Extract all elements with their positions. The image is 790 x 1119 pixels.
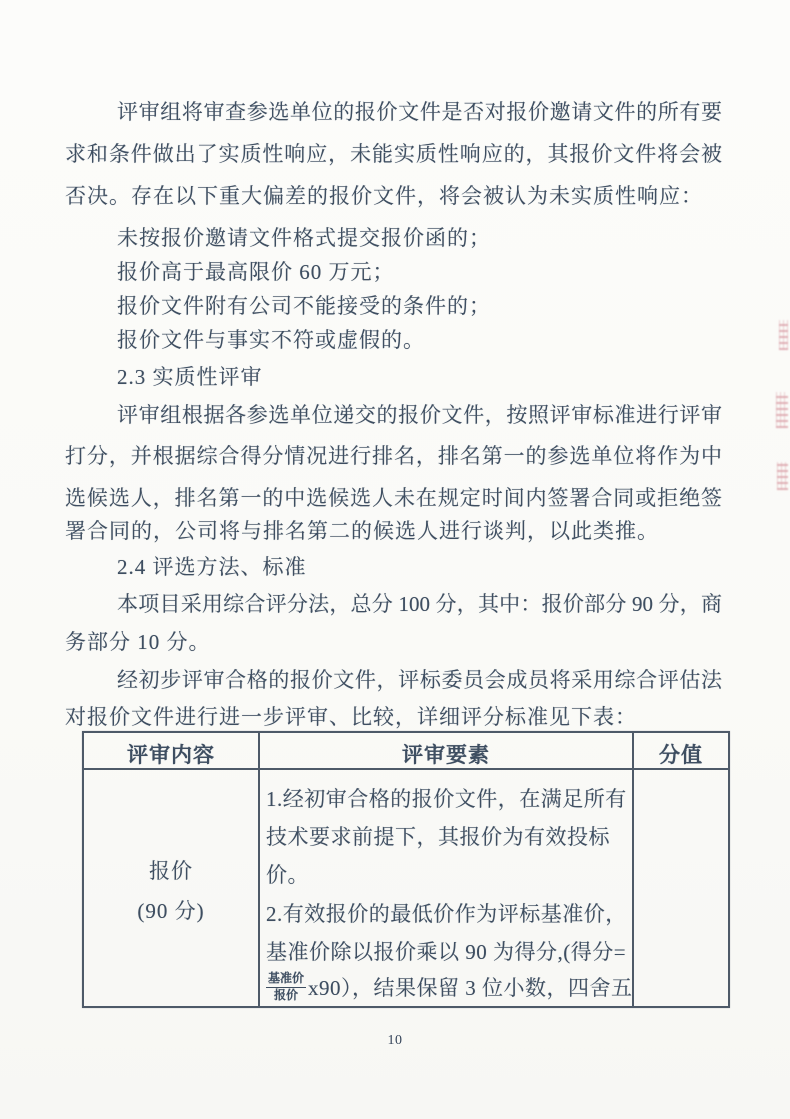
- formula-denominator: 报价: [274, 988, 299, 1002]
- criteria-line: 基准价除以报价乘以 90 为得分,(得分=: [266, 940, 627, 964]
- paragraph-line: 选候选人，排名第一的中选候选人未在规定时间内签署合同或拒绝签: [65, 486, 722, 510]
- paragraph-line: 评审组将审查参选单位的报价文件是否对报价邀请文件的所有要: [117, 100, 722, 124]
- table-header-review-elements: 评审要素: [402, 743, 490, 767]
- section-heading-2-3: 2.3 实质性评审: [117, 365, 263, 389]
- criteria-line: 技术要求前提下，其报价为有效投标: [266, 825, 610, 849]
- paragraph-line: 本项目采用综合评分法，总分 100 分，其中：报价部分 90 分，商: [117, 592, 722, 616]
- list-item-line: 报价文件附有公司不能接受的条件的；: [117, 294, 491, 318]
- criteria-line: 价。: [266, 863, 309, 887]
- row-category-quotation: 报价: [149, 859, 193, 883]
- score-formula: [266, 971, 633, 1003]
- formula-fraction: [266, 971, 306, 1003]
- table-header-score: 分值: [659, 743, 703, 767]
- formula-numerator: 基准价: [266, 971, 306, 988]
- table-column-divider: [632, 733, 634, 1006]
- row-category-points: (90 分): [137, 899, 205, 923]
- paragraph-line: 署合同的，公司将与排名第二的候选人进行谈判，以此类推。: [65, 519, 659, 543]
- paragraph-line: 否决。存在以下重大偏差的报价文件，将会被认为未实质性响应：: [65, 184, 703, 208]
- paragraph-line: 经初步评审合格的报价文件，评标委员会成员将采用综合评估法: [117, 668, 722, 692]
- table-column-divider: [258, 733, 260, 1006]
- paragraph-line: 求和条件做出了实质性响应，未能实质性响应的，其报价文件将会被: [65, 142, 722, 166]
- list-item-line: 未按报价邀请文件格式提交报价函的；: [117, 226, 491, 250]
- criteria-line: 1.经初审合格的报价文件，在满足所有: [266, 787, 627, 811]
- section-heading-2-4: 2.4 评选方法、标准: [117, 555, 307, 579]
- page-number: 10: [387, 1033, 403, 1048]
- paragraph-line: 打分，并根据综合得分情况进行排名，排名第一的参选单位将作为中: [65, 444, 722, 468]
- list-item-line: 报价高于最高限价 60 万元；: [117, 260, 395, 284]
- criteria-line: 2.有效报价的最低价作为评标基准价，: [266, 902, 627, 926]
- evaluation-criteria-table: [82, 731, 730, 1008]
- paragraph-line: 评审组根据各参选单位递交的报价文件，按照评审标准进行评审: [117, 403, 722, 427]
- red-stamp-fragment: [779, 320, 788, 350]
- list-item-line: 报价文件与事实不符或虚假的。: [117, 328, 425, 352]
- red-stamp-fragment: [777, 462, 788, 490]
- red-stamp-fragment: [776, 392, 788, 428]
- paragraph-line: 对报价文件进行进一步评审、比较，详细评分标准见下表：: [65, 705, 637, 729]
- formula-suffix: x90），结果保留 3 位小数，四舍五: [308, 976, 633, 1000]
- table-header-review-content: 评审内容: [127, 743, 215, 767]
- paragraph-line: 务部分 10 分。: [65, 630, 211, 654]
